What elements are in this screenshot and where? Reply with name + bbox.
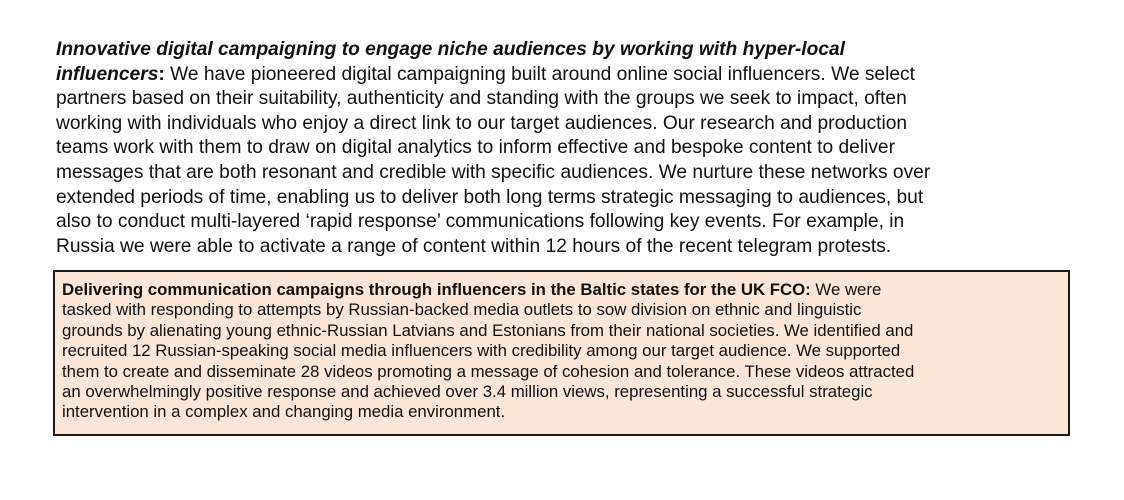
case-study-line-2: tasked with responding to attempts by Russian-backed media outlets to sow division on ethnic and linguistic: [62, 300, 862, 320]
case-study-heading: Delivering communication campaigns through influencers in the Baltic states for the UK FCO:: [62, 280, 811, 299]
paragraph-line-5: teams work with them to draw on digital analytics to inform effective and bespoke content to deliver: [56, 137, 895, 159]
case-study-line-7: intervention in a complex and changing media environment.: [62, 402, 506, 422]
influencer-campaigning-paragraph: [56, 38, 1066, 259]
paragraph-lead-in-title: Innovative digital campaigning to engage niche audiences by working with hyper-local: [56, 39, 845, 60]
case-study-line-6: an overwhelmingly positive response and achieved over 3.4 million views, representing a successful strategic: [62, 382, 873, 402]
paragraph-line-6: messages that are both resonant and credible with specific audiences. We nurture these networks over: [56, 161, 931, 183]
paragraph-line-7: extended periods of time, enabling us to deliver both long terms strategic messaging to audiences, but: [56, 186, 924, 208]
paragraph-line-9: Russia we were able to activate a range of content within 12 hours of the recent telegram protests.: [56, 235, 892, 257]
paragraph-line-1: [56, 38, 1066, 63]
case-study-line-4: recruited 12 Russian-speaking social media influencers with credibility among our target audience. We supported: [62, 341, 901, 361]
paragraph-lead-in-colon: :: [158, 63, 165, 85]
case-study-line-5: them to create and disseminate 28 videos promoting a message of cohesion and tolerance. These videos attracted: [62, 361, 915, 381]
paragraph-line-2: [56, 63, 1066, 88]
case-study-line-1: [62, 280, 1062, 300]
case-study-text-start: We were: [810, 280, 882, 299]
baltic-case-study-box: [53, 270, 1070, 436]
paragraph-line-4: working with individuals who enjoy a direct link to our target audiences. Our research and production: [56, 112, 908, 134]
paragraph-text: We have pioneered digital campaigning built around online social influencers. We select: [164, 63, 915, 85]
paragraph-lead-in-title-continued: influencers: [56, 63, 159, 85]
paragraph-line-3: partners based on their suitability, authenticity and standing with the groups we seek to impact, often: [56, 88, 907, 110]
paragraph-line-8: also to conduct multi-layered ‘rapid response’ communications following key events. For example, in: [56, 211, 905, 233]
case-study-line-3: grounds by alienating young ethnic-Russian Latvians and Estonians from their national societies. We identified and: [62, 320, 914, 340]
case-study-text: [62, 280, 1062, 423]
